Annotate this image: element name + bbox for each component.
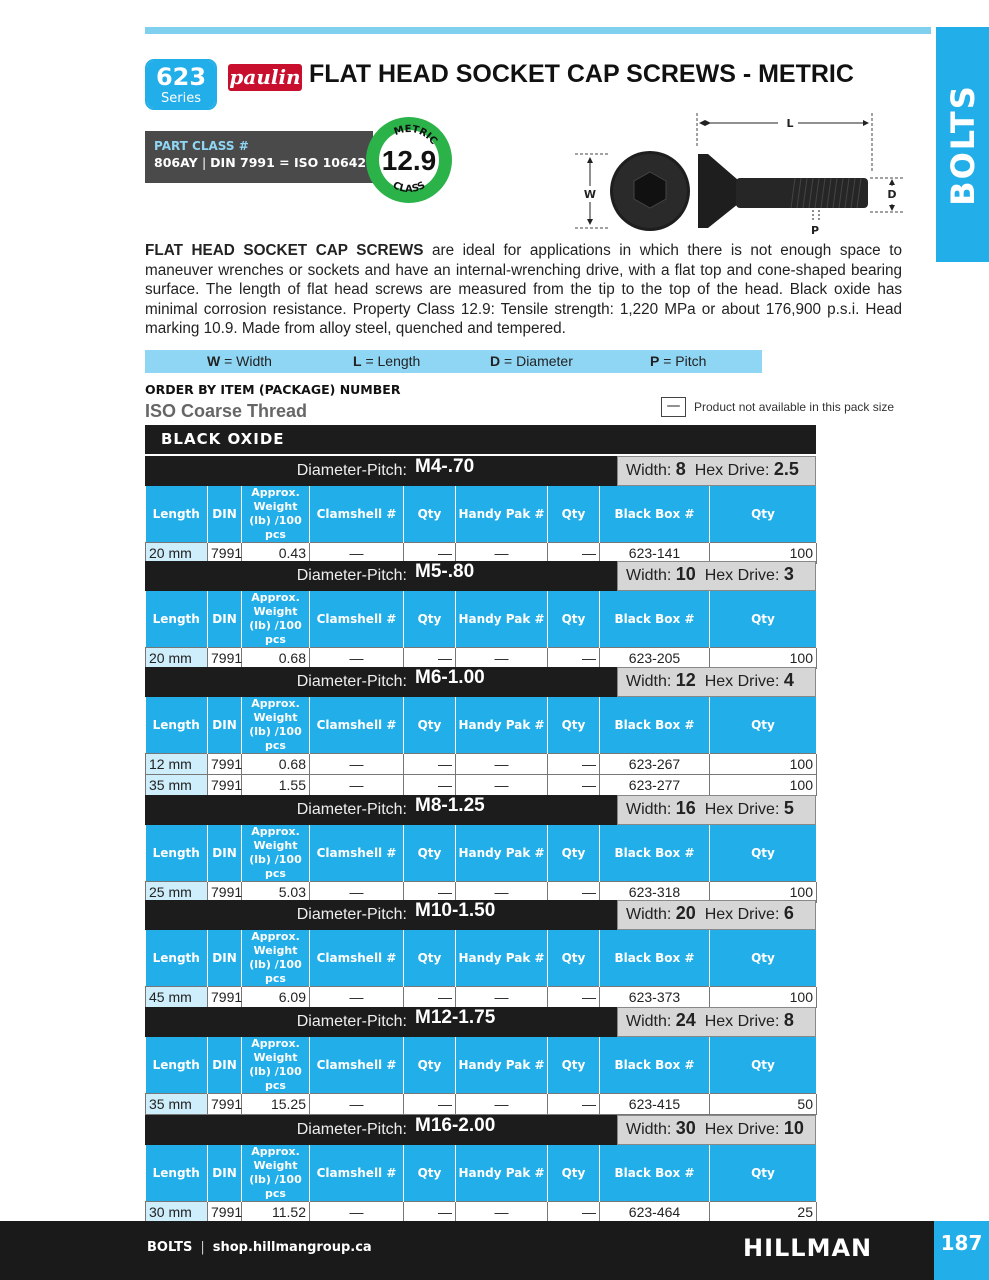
cell-box-qty: 100: [710, 882, 817, 903]
diameter-pitch-value: M16-2.00: [415, 1115, 496, 1136]
width-value: 30: [675, 1118, 696, 1138]
spec-table: [145, 825, 817, 903]
hex-drive-value: 2.5: [773, 459, 799, 479]
cell-clam-qty: —: [404, 882, 456, 903]
brand-logo: paulin: [229, 65, 301, 89]
cell-length: 25 mm: [146, 882, 208, 903]
dim-w-label: W: [583, 188, 597, 201]
column-header: Black Box #: [600, 591, 710, 648]
width-label: Width:: [626, 1013, 672, 1030]
column-header: Clamshell #: [310, 1037, 404, 1094]
column-header: Qty: [548, 486, 600, 543]
cell-weight: 0.68: [242, 648, 310, 669]
seal-top-text: METRIC: [392, 123, 440, 147]
page-footer: [0, 1221, 989, 1280]
series-label: Series: [147, 91, 215, 110]
page-number: 187: [934, 1221, 989, 1280]
width-label: Width:: [626, 1121, 672, 1138]
footer-text: [147, 1240, 372, 1255]
column-header: Handy Pak #: [456, 1145, 548, 1202]
cell-handy: —: [456, 648, 548, 669]
hex-drive-label: Hex Drive:: [704, 906, 780, 923]
part-class-standard: DIN 7991 = ISO 10642: [210, 155, 367, 170]
cell-box-qty: 100: [710, 775, 817, 796]
part-class-value: 806AY | DIN 7991 = ISO 10642: [154, 155, 367, 170]
cell-handy-qty: —: [548, 1202, 600, 1223]
column-header: DIN: [208, 697, 242, 754]
dim-l-label: L: [786, 117, 794, 130]
cell-clam: —: [310, 754, 404, 775]
width-value: 8: [675, 459, 686, 479]
product-description: [145, 241, 902, 339]
width-value: 20: [675, 903, 696, 923]
cell-clam: —: [310, 882, 404, 903]
diameter-pitch-label: Diameter-Pitch:: [296, 906, 407, 923]
footer-separator: |: [200, 1240, 205, 1255]
finish-heading: BLACK OXIDE: [145, 425, 816, 454]
width-value: 24: [675, 1010, 696, 1030]
size-block: [145, 1115, 816, 1223]
hex-drive-label: Hex Drive:: [694, 462, 770, 479]
cell-length: 12 mm: [146, 754, 208, 775]
column-header: Qty: [404, 486, 456, 543]
diameter-pitch-label: Diameter-Pitch:: [296, 673, 407, 690]
side-tab-label: BOLTS: [943, 83, 982, 206]
cell-din: 7991: [208, 987, 242, 1008]
cell-box: 623-267: [600, 754, 710, 775]
column-header: Qty: [548, 591, 600, 648]
legend-diameter: D = Diameter: [490, 353, 573, 369]
column-header: Qty: [404, 591, 456, 648]
cell-clam: —: [310, 543, 404, 564]
column-header: Length: [146, 1037, 208, 1094]
column-header: Handy Pak #: [456, 486, 548, 543]
width-hex-drive: [617, 900, 816, 930]
width-hex-drive: [617, 1115, 816, 1145]
table-header-row: [146, 486, 817, 543]
cell-din: 7991: [208, 754, 242, 775]
diameter-pitch-header: [145, 561, 617, 591]
width-hex-drive: [617, 561, 816, 591]
diameter-pitch-header: [145, 667, 617, 697]
hex-drive-label: Hex Drive:: [704, 567, 780, 584]
cell-box: 623-277: [600, 775, 710, 796]
cell-box-qty: 100: [710, 987, 817, 1008]
column-header: Black Box #: [600, 1037, 710, 1094]
hex-drive-value: 4: [783, 670, 794, 690]
cell-handy-qty: —: [548, 543, 600, 564]
column-header: Qty: [404, 697, 456, 754]
cell-clam-qty: —: [404, 754, 456, 775]
hex-drive-label: Hex Drive:: [704, 801, 780, 818]
cell-handy-qty: —: [548, 987, 600, 1008]
footer-url-link[interactable]: shop.hillmangroup.ca: [212, 1240, 372, 1255]
column-header: Qty: [548, 1037, 600, 1094]
width-hex-drive: [617, 667, 816, 697]
column-header: Black Box #: [600, 1145, 710, 1202]
cell-length: 35 mm: [146, 1094, 208, 1115]
hex-drive-value: 6: [783, 903, 794, 923]
table-header-row: [146, 697, 817, 754]
diameter-pitch-value: M5-.80: [415, 561, 475, 582]
column-header: Approx. Weight (lb) /100 pcs: [242, 697, 310, 754]
cell-handy: —: [456, 543, 548, 564]
diameter-pitch-header: [145, 1007, 617, 1037]
cell-handy-qty: —: [548, 1094, 600, 1115]
cell-box: 623-318: [600, 882, 710, 903]
column-header: Qty: [548, 825, 600, 882]
diameter-pitch-header: [145, 1115, 617, 1145]
cell-length: 45 mm: [146, 987, 208, 1008]
diameter-pitch-header: [145, 456, 617, 486]
seal-bottom-text: CLASS: [390, 179, 428, 196]
column-header: Length: [146, 591, 208, 648]
cell-length: 20 mm: [146, 543, 208, 564]
cell-handy: —: [456, 882, 548, 903]
width-hex-drive: [617, 1007, 816, 1037]
cell-clam: —: [310, 987, 404, 1008]
column-header: Clamshell #: [310, 930, 404, 987]
column-header: Handy Pak #: [456, 697, 548, 754]
diameter-pitch-value: M6-1.00: [415, 667, 485, 688]
column-header: Qty: [404, 825, 456, 882]
column-header: Handy Pak #: [456, 825, 548, 882]
column-header: Approx. Weight (lb) /100 pcs: [242, 1145, 310, 1202]
table-row[interactable]: [146, 754, 817, 775]
column-header: Approx. Weight (lb) /100 pcs: [242, 930, 310, 987]
hex-drive-value: 10: [783, 1118, 804, 1138]
diameter-pitch-value: M12-1.75: [415, 1007, 496, 1028]
cell-box: 623-373: [600, 987, 710, 1008]
column-header: Qty: [710, 697, 817, 754]
cell-handy: —: [456, 1094, 548, 1115]
column-header: Qty: [548, 930, 600, 987]
column-header: DIN: [208, 825, 242, 882]
cell-handy-qty: —: [548, 648, 600, 669]
section-side-tab[interactable]: [936, 27, 989, 262]
dim-p-label: P: [810, 224, 820, 237]
column-header: Qty: [710, 825, 817, 882]
description-lead: FLAT HEAD SOCKET CAP SCREWS: [145, 242, 424, 259]
diameter-pitch-value: M8-1.25: [415, 795, 485, 816]
top-rule: [145, 27, 931, 34]
column-header: Handy Pak #: [456, 930, 548, 987]
cell-weight: 5.03: [242, 882, 310, 903]
column-header: Length: [146, 930, 208, 987]
cell-din: 7991: [208, 543, 242, 564]
cell-box-qty: 25: [710, 1202, 817, 1223]
table-row[interactable]: [146, 987, 817, 1008]
width-label: Width:: [626, 567, 672, 584]
column-header: Black Box #: [600, 486, 710, 543]
column-header: Qty: [404, 1037, 456, 1094]
cell-clam: —: [310, 775, 404, 796]
width-label: Width:: [626, 906, 672, 923]
diameter-pitch-bar: [145, 1007, 816, 1037]
cell-weight: 0.68: [242, 754, 310, 775]
column-header: DIN: [208, 1037, 242, 1094]
column-header: Qty: [548, 1145, 600, 1202]
page-title: FLAT HEAD SOCKET CAP SCREWS - METRIC: [309, 60, 854, 88]
column-header: DIN: [208, 591, 242, 648]
table-row[interactable]: [146, 775, 817, 796]
column-header: Approx. Weight (lb) /100 pcs: [242, 1037, 310, 1094]
cell-din: 7991: [208, 1202, 242, 1223]
diameter-pitch-bar: [145, 795, 816, 825]
column-header: Clamshell #: [310, 825, 404, 882]
size-block: [145, 795, 816, 903]
table-header-row: [146, 1145, 817, 1202]
cell-handy-qty: —: [548, 775, 600, 796]
diameter-pitch-bar: [145, 456, 816, 486]
hex-drive-value: 5: [783, 798, 794, 818]
spec-table: [145, 486, 817, 564]
width-value: 12: [675, 670, 696, 690]
width-hex-drive: [617, 795, 816, 825]
cell-handy-qty: —: [548, 882, 600, 903]
cell-box: 623-205: [600, 648, 710, 669]
cell-weight: 1.55: [242, 775, 310, 796]
legend-pitch: P = Pitch: [650, 353, 707, 369]
spec-table: [145, 1037, 817, 1115]
table-row[interactable]: [146, 1094, 817, 1115]
thread-type-heading: ISO Coarse Thread: [145, 401, 308, 421]
table-row[interactable]: [146, 1202, 817, 1223]
column-header: Black Box #: [600, 697, 710, 754]
cell-clam-qty: —: [404, 987, 456, 1008]
diameter-pitch-bar: [145, 1115, 816, 1145]
column-header: Length: [146, 1145, 208, 1202]
column-header: Qty: [710, 591, 817, 648]
cell-handy: —: [456, 987, 548, 1008]
cell-box-qty: 100: [710, 754, 817, 775]
cell-box-qty: 100: [710, 648, 817, 669]
width-value: 10: [675, 564, 696, 584]
cell-handy: —: [456, 754, 548, 775]
cell-clam-qty: —: [404, 1202, 456, 1223]
column-header: Approx. Weight (lb) /100 pcs: [242, 486, 310, 543]
spec-table: [145, 697, 817, 796]
column-header: Handy Pak #: [456, 591, 548, 648]
hex-drive-value: 8: [783, 1010, 794, 1030]
hex-drive-label: Hex Drive:: [704, 1013, 780, 1030]
diameter-pitch-label: Diameter-Pitch:: [296, 1013, 407, 1030]
column-header: Qty: [710, 1037, 817, 1094]
cell-length: 30 mm: [146, 1202, 208, 1223]
hex-drive-value: 3: [783, 564, 794, 584]
diameter-pitch-label: Diameter-Pitch:: [296, 801, 407, 818]
cell-din: 7991: [208, 1094, 242, 1115]
legend-width: W = Width: [207, 353, 272, 369]
diameter-pitch-label: Diameter-Pitch:: [296, 462, 407, 479]
column-header: DIN: [208, 486, 242, 543]
width-value: 16: [675, 798, 696, 818]
table-header-row: [146, 1037, 817, 1094]
cell-clam: —: [310, 648, 404, 669]
diameter-pitch-bar: [145, 667, 816, 697]
cell-handy: —: [456, 1202, 548, 1223]
width-label: Width:: [626, 673, 672, 690]
diameter-pitch-bar: [145, 900, 816, 930]
cell-weight: 0.43: [242, 543, 310, 564]
cell-weight: 11.52: [242, 1202, 310, 1223]
part-class-number: 806AY: [154, 155, 198, 170]
table-row[interactable]: [146, 648, 817, 669]
cell-clam-qty: —: [404, 1094, 456, 1115]
column-header: Qty: [710, 486, 817, 543]
cell-box-qty: 100: [710, 543, 817, 564]
diameter-pitch-value: M10-1.50: [415, 900, 496, 921]
legend-length: L = Length: [353, 353, 421, 369]
dim-d-label: D: [887, 188, 897, 201]
metric-class-seal-icon: [365, 116, 453, 204]
footer-section[interactable]: BOLTS: [147, 1240, 193, 1255]
part-class-label: PART CLASS #: [154, 139, 249, 153]
series-number: 623: [147, 61, 215, 93]
not-available-note: Product not available in this pack size: [694, 400, 895, 414]
cell-weight: 15.25: [242, 1094, 310, 1115]
diameter-pitch-header: [145, 900, 617, 930]
seal-value: 12.9: [381, 145, 437, 176]
dimension-legend: [145, 350, 762, 373]
spec-table: [145, 930, 817, 1008]
cell-length: 20 mm: [146, 648, 208, 669]
column-header: Approx. Weight (lb) /100 pcs: [242, 591, 310, 648]
spec-table: [145, 591, 817, 669]
column-header: Clamshell #: [310, 1145, 404, 1202]
column-header: Qty: [404, 1145, 456, 1202]
diameter-pitch-bar: [145, 561, 816, 591]
column-header: Approx. Weight (lb) /100 pcs: [242, 825, 310, 882]
width-label: Width:: [626, 462, 672, 479]
cell-handy-qty: —: [548, 754, 600, 775]
cell-weight: 6.09: [242, 987, 310, 1008]
diameter-pitch-header: [145, 795, 617, 825]
column-header: DIN: [208, 930, 242, 987]
cell-clam-qty: —: [404, 543, 456, 564]
column-header: Clamshell #: [310, 486, 404, 543]
hillman-logo: HILLMAN: [743, 1234, 873, 1262]
spec-table: [145, 1145, 817, 1223]
cell-clam: —: [310, 1202, 404, 1223]
cell-box: 623-141: [600, 543, 710, 564]
size-block: [145, 1007, 816, 1115]
screw-dimension-diagram: [570, 108, 915, 238]
cell-din: 7991: [208, 648, 242, 669]
cell-din: 7991: [208, 882, 242, 903]
hex-drive-label: Hex Drive:: [704, 673, 780, 690]
column-header: Qty: [548, 697, 600, 754]
cell-din: 7991: [208, 775, 242, 796]
cell-handy: —: [456, 775, 548, 796]
column-header: Qty: [710, 930, 817, 987]
cell-box: 623-415: [600, 1094, 710, 1115]
table-header-row: [146, 591, 817, 648]
cell-clam: —: [310, 1094, 404, 1115]
column-header: Black Box #: [600, 930, 710, 987]
series-badge: [145, 59, 217, 110]
column-header: Clamshell #: [310, 697, 404, 754]
cell-box: 623-464: [600, 1202, 710, 1223]
table-header-row: [146, 825, 817, 882]
cell-length: 35 mm: [146, 775, 208, 796]
order-instructions: ORDER BY ITEM (PACKAGE) NUMBER: [145, 382, 401, 397]
hex-drive-label: Hex Drive:: [704, 1121, 780, 1138]
column-header: Clamshell #: [310, 591, 404, 648]
description-body: are ideal for applications in which there is not enough space to maneuver wrenches or sockets and have an internal-wrenching drive, with a flat top and cone-shaped bearing surface. The length of flat head screws are measured from the tip to the top of the head. Black oxide has minimal corrosion resistance. Property Class 12.9: Tensile strength: 1,220 MPa or about 176,900 p.s.i. Head marking 10.9. Made from alloy steel, quenched and tempered.: [145, 242, 902, 337]
table-header-row: [146, 930, 817, 987]
size-block: [145, 456, 816, 564]
not-available-symbol: —: [661, 397, 686, 417]
size-block: [145, 561, 816, 669]
width-label: Width:: [626, 801, 672, 818]
column-header: DIN: [208, 1145, 242, 1202]
column-header: Length: [146, 825, 208, 882]
column-header: Qty: [710, 1145, 817, 1202]
column-header: Qty: [404, 930, 456, 987]
cell-clam-qty: —: [404, 648, 456, 669]
size-block: [145, 667, 816, 796]
column-header: Length: [146, 697, 208, 754]
diameter-pitch-label: Diameter-Pitch:: [296, 1121, 407, 1138]
cell-box-qty: 50: [710, 1094, 817, 1115]
column-header: Handy Pak #: [456, 1037, 548, 1094]
column-header: Length: [146, 486, 208, 543]
diameter-pitch-label: Diameter-Pitch:: [296, 567, 407, 584]
size-block: [145, 900, 816, 1008]
cell-clam-qty: —: [404, 775, 456, 796]
width-hex-drive: [617, 456, 816, 486]
column-header: Black Box #: [600, 825, 710, 882]
diameter-pitch-value: M4-.70: [415, 456, 475, 477]
part-class-box: [145, 131, 373, 183]
